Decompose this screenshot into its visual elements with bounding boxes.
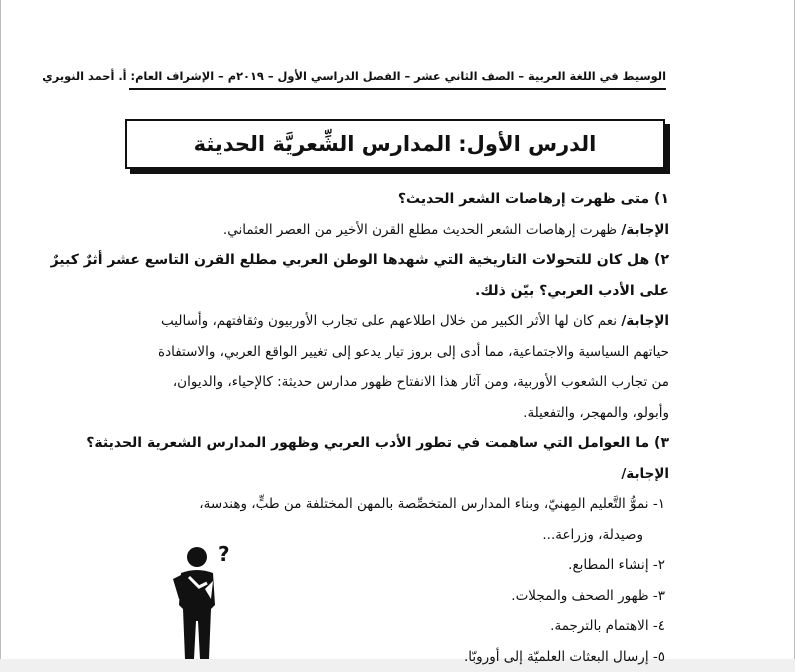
lesson-title: المدارس الشِّعريَّة الحديثة <box>194 132 452 156</box>
answer-1 <box>129 215 669 246</box>
factor-item: ٤- الاهتمام بالترجمة. <box>129 611 669 642</box>
question-3: ٣) ما العوامل التي ساهمت في تطور الأدب العربي وظهور المدارس الشعرية الحديثة؟ <box>129 428 669 459</box>
answer-3-label: الإجابة/ <box>129 459 669 490</box>
answer-2-line-1 <box>129 306 669 337</box>
header-divider <box>129 88 666 90</box>
question-2-line-2: على الأدب العربي؟ بيّن ذلك. <box>129 276 669 307</box>
page-header: الوسيط في اللغة العربية – الصف الثاني عشر – الفصل الدراسي الأول – ٢٠١٩م – الإشراف العام: أ. أحمد النويري <box>129 66 666 86</box>
answer-text: ظهرت إرهاصات الشعر الحديث مطلع القرن الأخير من العصر العثماني. <box>223 222 617 238</box>
question-2-line-1: ٢) هل كان للتحولات التاريخية التي شهدها الوطن العربي مطلع القرن التاسع عشر أثرٌ كبيرٌ <box>129 245 669 276</box>
answer-label: الإجابة/ <box>621 222 669 238</box>
answer-label: الإجابة/ <box>621 313 669 329</box>
factor-item: ٢- إنشاء المطابع. <box>129 550 669 581</box>
lesson-number: الدرس الأول: <box>458 132 596 156</box>
svg-text:?: ? <box>218 542 230 566</box>
question-1: ١) متى ظهرت إرهاصات الشعر الحديث؟ <box>129 184 669 215</box>
thinking-person-icon <box>169 543 235 659</box>
lesson-title-box <box>125 119 665 169</box>
factor-item-continuation: وصيدلة، وزراعة... <box>129 520 669 551</box>
answer-2-line-4: وأبولو، والمهجر، والتفعيلة. <box>129 398 669 429</box>
factor-item: ٣- ظهور الصحف والمجلات. <box>129 581 669 612</box>
answer-2-line-2: حياتهم السياسية والاجتماعية، مما أدى إلى بروز تيار يدعو إلى تغيير الواقع العربي، والاستفادة <box>129 337 669 368</box>
answer-text: نعم كان لها الأثر الكبير من خلال اطلاعهم على تجارب الأوربيون وثقافتهم، وأساليب <box>161 313 617 329</box>
answer-2-line-3: من تجارب الشعوب الأوربية، ومن آثار هذا الانفتاح ظهور مدارس حديثة: كالإحياء، والديوان، <box>129 367 669 398</box>
factor-item: ٥- إرسال البعثات العلميّة إلى أوروبّا. <box>129 642 669 672</box>
factor-item: ١- نموُّ التَّعليم المِهنيّ، وبناء المدارس المتخصِّصة بالمهن المختلفة من طبٍّ، وهندسة، <box>129 489 669 520</box>
